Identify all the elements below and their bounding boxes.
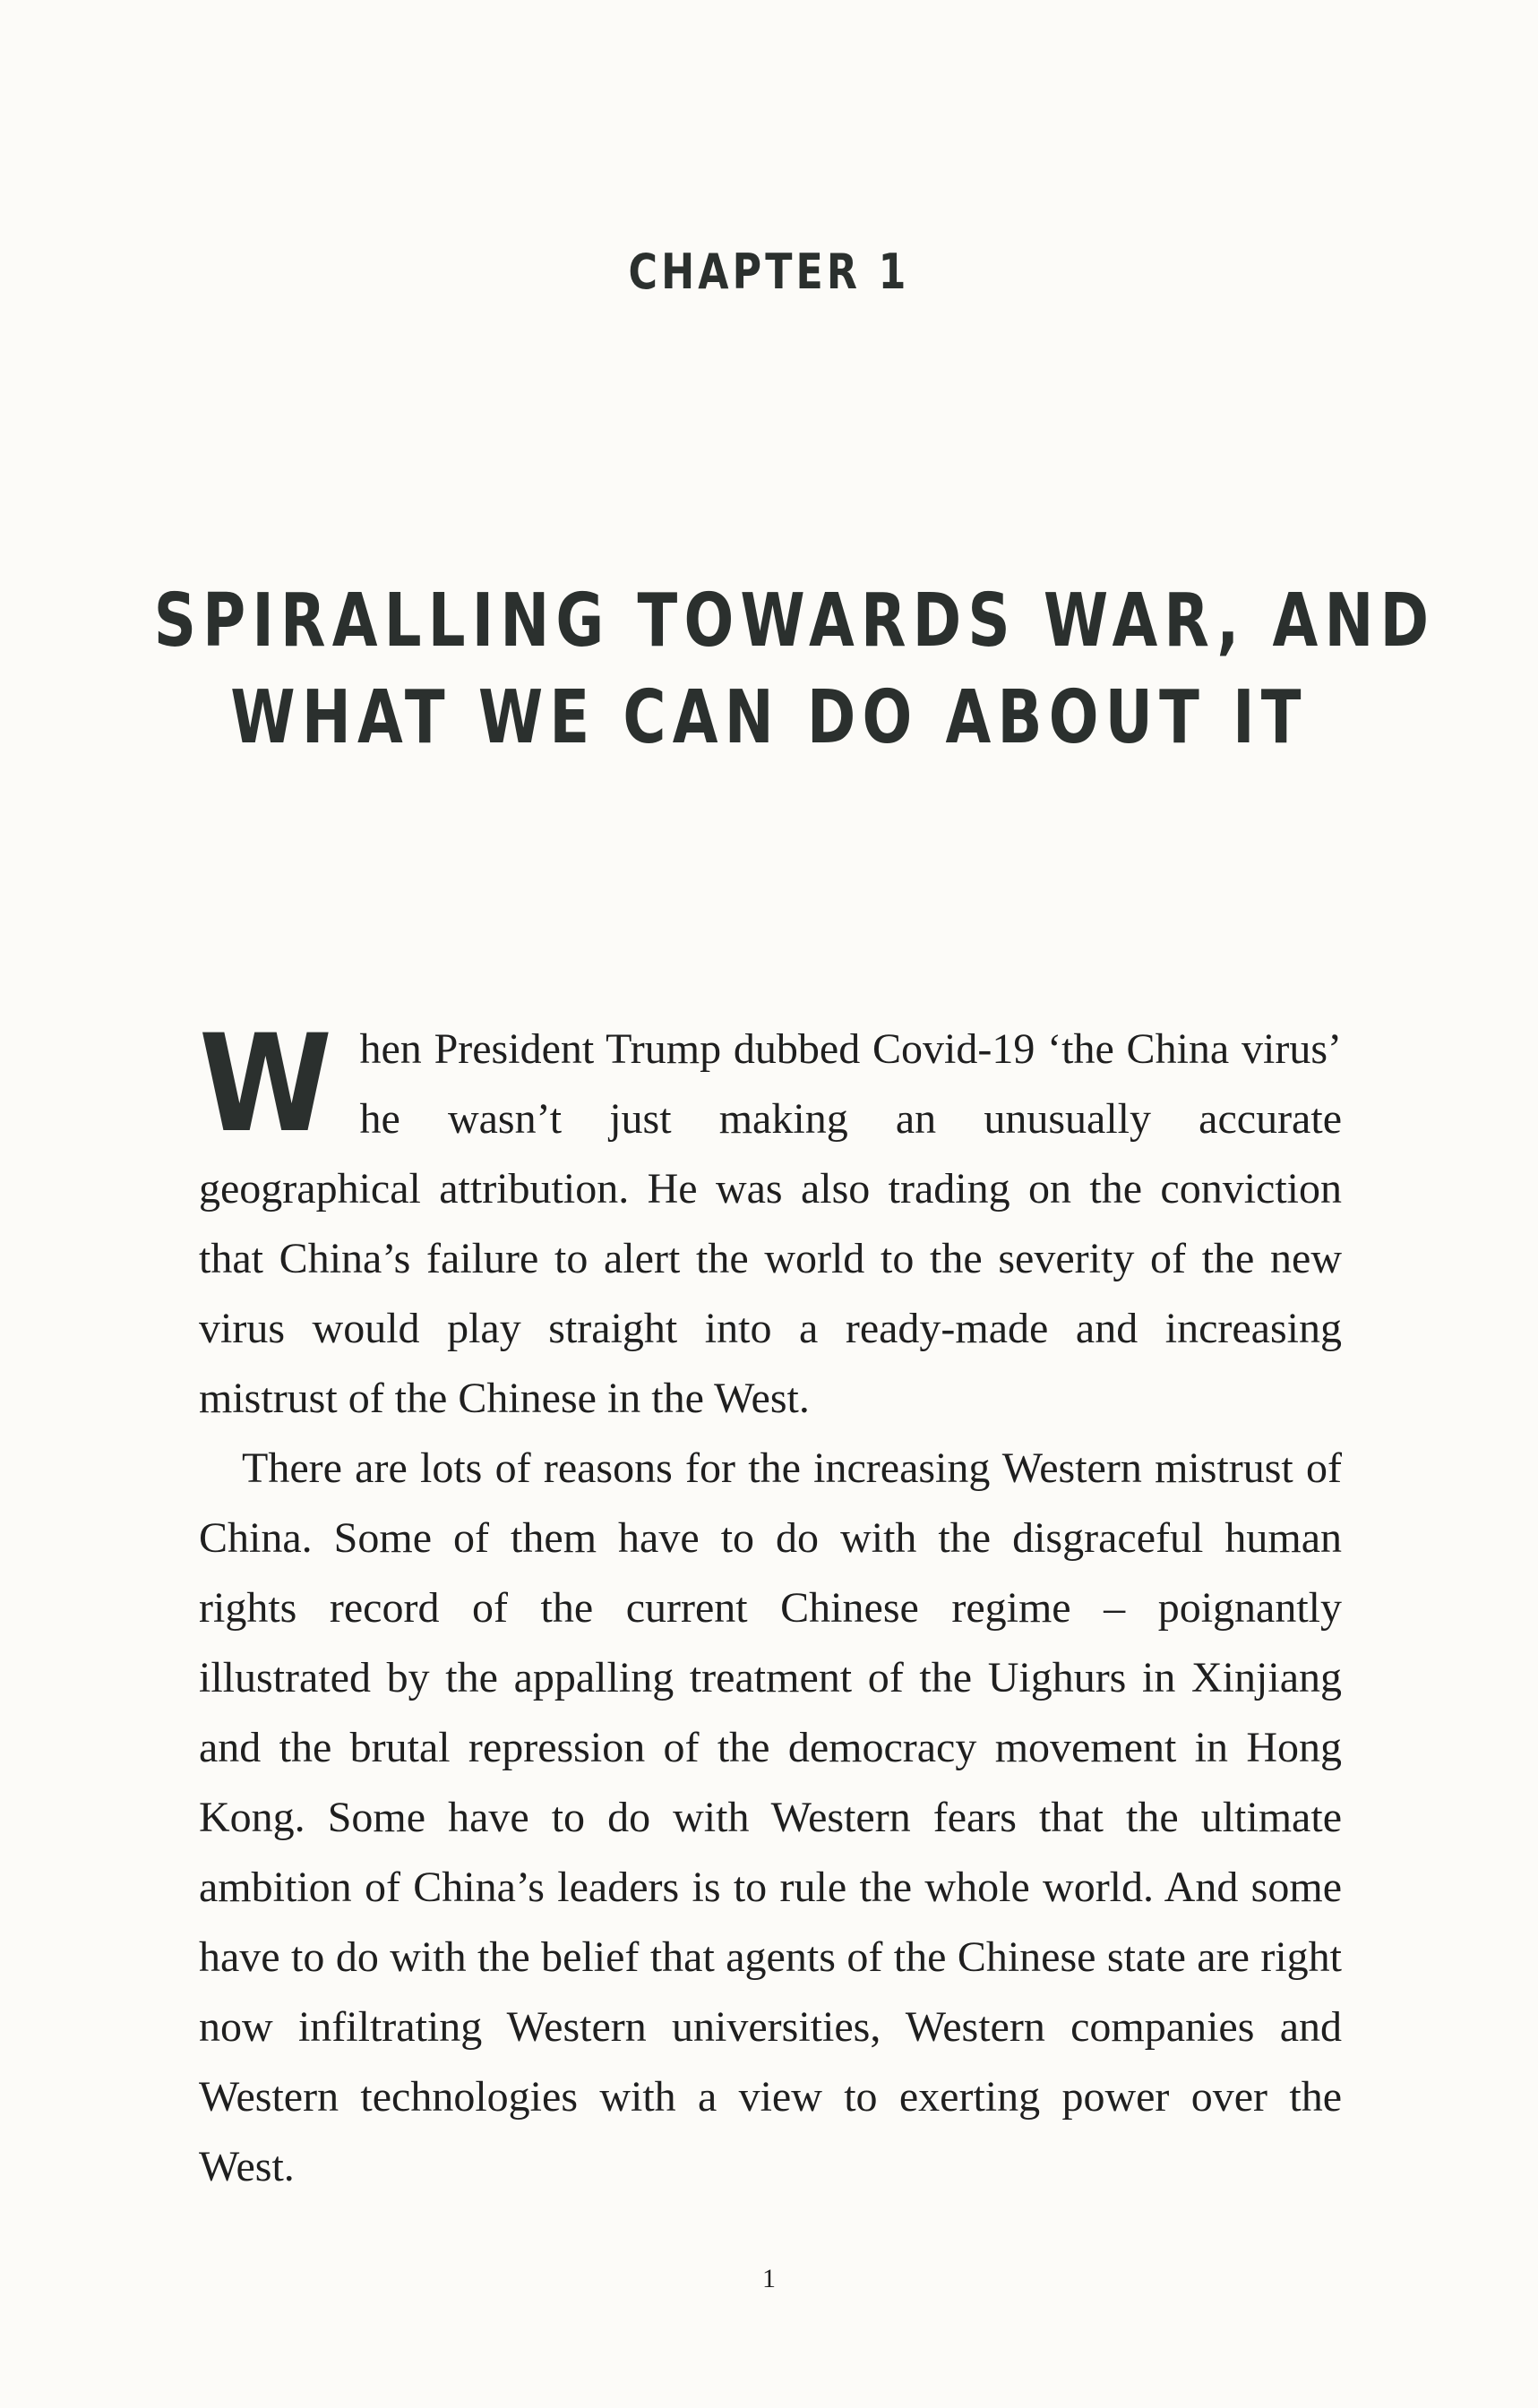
paragraph-1-text: hen President Trump dubbed Covid-19 ‘the China virus’ he wasn’t just making an unusually accurate geographical attribution. He was also trading on the conviction that China’s failure to alert the world to the severity of the new virus would play straight into a ready-made and increasing mistrust of the Chinese in the West. — [199, 1025, 1342, 1422]
chapter-title-line-1: SPIRALLING TOWARDS WAR, AND — [153, 578, 1436, 664]
body-text — [199, 1007, 1342, 2202]
chapter-title — [153, 573, 1436, 767]
chapter-label: CHAPTER 1 — [628, 244, 910, 300]
chapter-title-line-2: WHAT WE CAN DO ABOUT IT — [230, 675, 1308, 760]
paragraph-1 — [199, 1007, 1342, 1434]
drop-cap: W — [199, 1007, 332, 1162]
paragraph-2: There are lots of reasons for the increasing Western mistrust of China. Some of them have to do with the disgraceful human rights record of the current Chinese regime – poignantly illustrated by the appalling treatment of the Uighurs in Xinjiang and the brutal repression of the democracy movement in Hong Kong. Some have to do with Western fears that the ultimate ambition of China’s leaders is to rule the whole world. And some have to do with the belief that agents of the Chinese state are right now infiltrating Western universities, Western companies and Western technologies with a view to exerting power over the West. — [199, 1444, 1342, 2190]
page-number: 1 — [762, 2264, 776, 2293]
